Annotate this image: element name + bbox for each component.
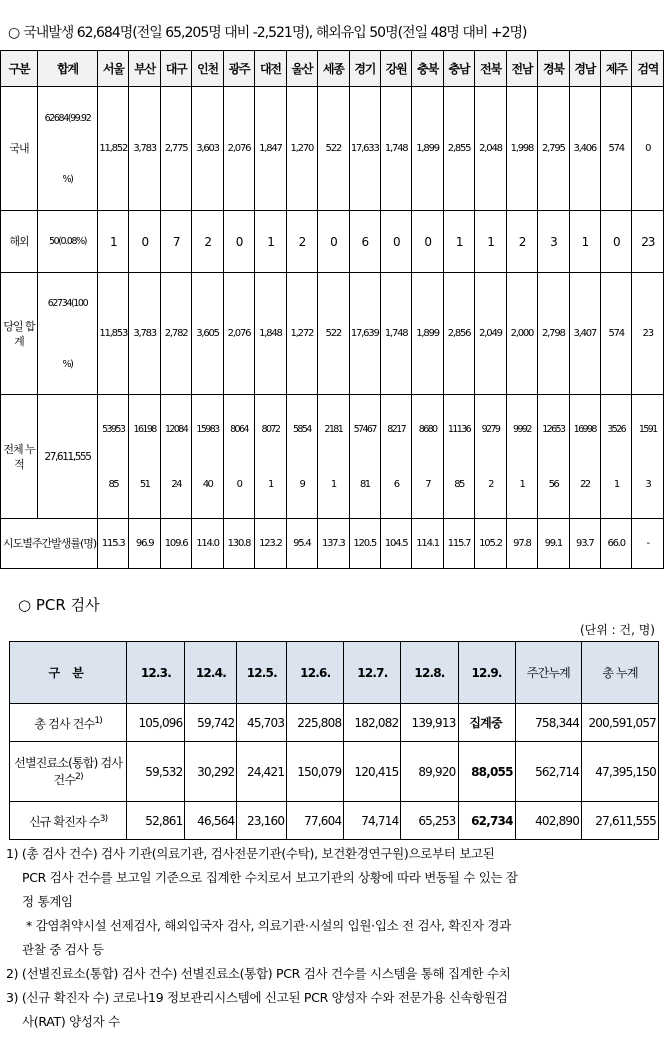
value-cell: 182,082 [344, 704, 401, 742]
note-1-line3: 정 통계임 [22, 894, 73, 909]
value-cell: 2,049 [475, 273, 506, 395]
value-cell: 2,795 [538, 87, 569, 211]
value-cell: 1,998 [506, 87, 537, 211]
table1-header-cell: 대전 [255, 51, 286, 87]
value-cell: 200,591,057 [582, 704, 659, 742]
value-cell: 1,899 [412, 87, 443, 211]
value-cell: 65,253 [401, 802, 458, 840]
value-cell: 99.1 [538, 519, 569, 569]
value-cell: 402,890 [515, 802, 581, 840]
value-cell: 109.6 [160, 519, 191, 569]
footnote-marker: 2) [75, 772, 83, 782]
value-cell: 1,899 [412, 273, 443, 395]
value-cell: 105,096 [127, 704, 185, 742]
value-cell: 130.8 [223, 519, 254, 569]
value-cell [160, 395, 191, 519]
row-label-text: 선별진료소(통합) 검사 건수 [14, 756, 123, 787]
value-cell [286, 395, 317, 519]
value-cell: 2,856 [443, 273, 474, 395]
value-cell: 0 [318, 211, 349, 273]
value-cell: 2,798 [538, 273, 569, 395]
note-1-line1: 1) (총 검사 건수) 검사 기관(의료기관, 검사전문기관(수탁), 보건환경연구원)으로부터 보고된 [6, 846, 495, 861]
table1-header-cell: 대구 [160, 51, 191, 87]
value-cell: 1 [475, 211, 506, 273]
value-cell: 30,292 [185, 742, 237, 802]
cumulative-bottom: 1 [519, 478, 525, 490]
value-cell: 2,048 [475, 87, 506, 211]
note-3-line1: 3) (신규 확진자 수) 코로나19 정보관리시스템에 신고된 PCR 양성자 수와 전문가용 신속항원검 [6, 990, 508, 1005]
value-cell: 66.0 [601, 519, 632, 569]
value-cell [475, 395, 506, 519]
value-cell: 96.9 [129, 519, 160, 569]
value-cell [632, 395, 664, 519]
value-cell: 89,920 [401, 742, 458, 802]
cumulative-bottom: 2 [488, 478, 493, 490]
table1-header-cell: 전남 [506, 51, 537, 87]
cumulative-top: 57467 [353, 423, 376, 435]
value-cell: 2 [286, 211, 317, 273]
value-cell: 574 [601, 273, 632, 395]
table2-header-cell: 12.6. [287, 642, 344, 704]
value-cell [223, 395, 254, 519]
table1-header-cell: 전북 [475, 51, 506, 87]
total-top: 62734(100 [47, 297, 88, 309]
value-cell: 1 [569, 211, 600, 273]
value-cell: 23 [632, 273, 664, 395]
cumulative-top: 2181 [324, 423, 343, 435]
table1-row-daytotal [1, 273, 664, 395]
table1-header-cell: 부산 [129, 51, 160, 87]
value-cell: 225,808 [287, 704, 344, 742]
cumulative-bottom: 51 [139, 478, 150, 490]
value-cell: 7 [160, 211, 191, 273]
circle-bullet-icon: ○ [8, 25, 20, 41]
table2-header-cell: 총 누계 [582, 642, 659, 704]
unit-label: (단위 : 건, 명) [579, 623, 655, 637]
table2-header-cell: 12.7. [344, 642, 401, 704]
value-cell: 139,913 [401, 704, 458, 742]
value-cell: 0 [601, 211, 632, 273]
value-cell: 1 [255, 211, 286, 273]
value-cell: 1,748 [380, 87, 411, 211]
row-label: 시도별주간발생률(명) [1, 519, 98, 569]
value-cell: 0 [632, 87, 664, 211]
cumulative-top: 1591 [638, 423, 657, 435]
value-cell [538, 395, 569, 519]
row-label [10, 742, 127, 802]
value-cell: 0 [412, 211, 443, 273]
table1-header-cell: 서울 [98, 51, 129, 87]
note-1-line2: PCR 검사 건수를 보고일 기준으로 집계한 수치로서 보고기관의 상황에 따라 변동될 수 있는 잠 [22, 870, 518, 885]
value-cell: 3,605 [192, 273, 223, 395]
cumulative-bottom: 1 [330, 478, 336, 490]
value-cell: 집계중 [458, 704, 515, 742]
table1-header-cell: 구분 [1, 51, 38, 87]
value-cell: 93.7 [569, 519, 600, 569]
value-cell: 3 [538, 211, 569, 273]
table2-row [10, 704, 659, 742]
pcr-test-table [9, 641, 659, 840]
value-cell [569, 395, 600, 519]
value-cell: 0 [129, 211, 160, 273]
row-label: 전체 누적 [1, 395, 38, 519]
value-cell [98, 395, 129, 519]
note-2: 2) (선별진료소(통합) 검사 건수) 선별진료소(통합) PCR 검사 건수를 시스템을 통해 집계한 수치 [6, 966, 511, 981]
value-cell: 6 [349, 211, 380, 273]
value-cell [349, 395, 380, 519]
value-cell: 62,734 [458, 802, 515, 840]
row-label [10, 802, 127, 840]
value-cell: 758,344 [515, 704, 581, 742]
value-cell [255, 395, 286, 519]
value-cell: 1,270 [286, 87, 317, 211]
value-cell [506, 395, 537, 519]
value-cell: 77,604 [287, 802, 344, 840]
table1-header-row [1, 51, 664, 87]
value-cell: 115.7 [443, 519, 474, 569]
value-cell: 2,782 [160, 273, 191, 395]
value-cell: 1,848 [255, 273, 286, 395]
table1-header-cell: 제주 [601, 51, 632, 87]
value-cell: 52,861 [127, 802, 185, 840]
value-cell: 114.0 [192, 519, 223, 569]
cumulative-bottom: 0 [236, 478, 242, 490]
table1-header-cell: 울산 [286, 51, 317, 87]
table2-header-cell: 12.9. [458, 642, 515, 704]
value-cell: 3,407 [569, 273, 600, 395]
cumulative-top: 8217 [387, 423, 406, 435]
table1-row-overseas [1, 211, 664, 273]
section2-heading [18, 594, 100, 615]
value-cell: 1 [98, 211, 129, 273]
cumulative-bottom: 85 [454, 478, 464, 490]
table1-header-cell: 합계 [38, 51, 98, 87]
value-cell: 1,748 [380, 273, 411, 395]
row-label-text: 신규 확진자 수 [28, 815, 100, 829]
footnote-marker: 1) [94, 716, 102, 726]
table1-header-cell: 경기 [349, 51, 380, 87]
value-cell: 27,611,555 [582, 802, 659, 840]
table1-header-cell: 경북 [538, 51, 569, 87]
section2-title: PCR 검사 [35, 596, 100, 614]
value-cell: 3,783 [129, 273, 160, 395]
value-cell: 3,603 [192, 87, 223, 211]
value-cell: 2,855 [443, 87, 474, 211]
cumulative-top: 12653 [542, 423, 565, 435]
value-cell: 11,852 [98, 87, 129, 211]
value-cell: 47,395,150 [582, 742, 659, 802]
cumulative-top: 8064 [230, 423, 248, 435]
cumulative-bottom: 22 [580, 478, 590, 490]
value-cell [412, 395, 443, 519]
value-cell: 1 [443, 211, 474, 273]
value-cell: 114.1 [412, 519, 443, 569]
row-label: 해외 [1, 211, 38, 273]
value-cell: 59,742 [185, 704, 237, 742]
value-cell: 2 [192, 211, 223, 273]
value-cell: 123.2 [255, 519, 286, 569]
table1-header-cell: 검역 [632, 51, 664, 87]
cumulative-bottom: 9 [299, 478, 305, 490]
cumulative-top: 15983 [196, 423, 219, 435]
row-label: 당일 합계 [1, 273, 38, 395]
table1-header-cell: 인천 [192, 51, 223, 87]
cumulative-top: 11136 [447, 423, 471, 435]
value-cell: 17,639 [349, 273, 380, 395]
value-cell [380, 395, 411, 519]
cumulative-bottom: 85 [108, 478, 118, 490]
cumulative-top: 8680 [418, 423, 437, 435]
section1-title: 국내발생 62,684명(전일 65,205명 대비 -2,521명), 해외유입 50명(전일 48명 대비 +2명) [23, 25, 527, 41]
table1-header-cell: 충남 [443, 51, 474, 87]
table2-header-cell: 12.3. [127, 642, 185, 704]
cumulative-top: 12084 [164, 423, 188, 435]
cumulative-bottom: 81 [359, 478, 370, 490]
row-label: 국내 [1, 87, 38, 211]
value-cell: 1,272 [286, 273, 317, 395]
table2-header-cell: 구 분 [10, 642, 127, 704]
cumulative-bottom: 1 [268, 478, 273, 490]
value-cell: 2,076 [223, 273, 254, 395]
table2-header-cell: 12.5. [237, 642, 287, 704]
table1-header-cell: 강원 [380, 51, 411, 87]
footnote-marker: 3) [99, 814, 108, 824]
footnotes [6, 842, 658, 1034]
table1-row-domestic [1, 87, 664, 211]
row-label [10, 704, 127, 742]
total-bottom: %) [62, 358, 73, 370]
table1-row-cumulative [1, 395, 664, 519]
total-cell: 27,611,555 [38, 395, 98, 519]
note-star-line2: 관찰 중 검사 등 [22, 942, 104, 957]
value-cell: 23 [632, 211, 664, 273]
table2-header-row [10, 642, 659, 704]
cumulative-top: 9992 [513, 423, 531, 435]
value-cell [601, 395, 632, 519]
value-cell [443, 395, 474, 519]
value-cell: 574 [601, 87, 632, 211]
table2-header-cell: 주간누계 [515, 642, 581, 704]
value-cell: 17,633 [349, 87, 380, 211]
circle-bullet-icon: ○ [18, 596, 32, 614]
cumulative-bottom: 7 [425, 478, 430, 490]
value-cell: 3,783 [129, 87, 160, 211]
table2-header-cell: 12.8. [401, 642, 458, 704]
value-cell: 150,079 [287, 742, 344, 802]
table1-header-cell: 경남 [569, 51, 600, 87]
value-cell: 522 [318, 273, 349, 395]
value-cell: 115.3 [98, 519, 129, 569]
value-cell: 105.2 [475, 519, 506, 569]
value-cell: 0 [223, 211, 254, 273]
value-cell: 3,406 [569, 87, 600, 211]
value-cell: 2,076 [223, 87, 254, 211]
total-cell: 50(0.08%) [38, 211, 98, 273]
row-label-text: 총 검사 건수 [34, 717, 95, 731]
cumulative-top: 8072 [261, 423, 280, 435]
value-cell: 45,703 [237, 704, 287, 742]
value-cell: 522 [318, 87, 349, 211]
total-cell [38, 273, 98, 395]
value-cell: 24,421 [237, 742, 287, 802]
value-cell: 2 [506, 211, 537, 273]
cumulative-bottom: 56 [548, 478, 559, 490]
table1-header-cell: 광주 [223, 51, 254, 87]
value-cell: 120,415 [344, 742, 401, 802]
value-cell [192, 395, 223, 519]
table1-header-cell: 충북 [412, 51, 443, 87]
value-cell [318, 395, 349, 519]
cumulative-top: 5854 [292, 423, 311, 435]
value-cell: 88,055 [458, 742, 515, 802]
cumulative-top: 9279 [481, 423, 500, 435]
table2-header-cell: 12.4. [185, 642, 237, 704]
cumulative-bottom: 24 [171, 478, 181, 490]
value-cell [129, 395, 160, 519]
value-cell: 23,160 [237, 802, 287, 840]
value-cell: 137.3 [318, 519, 349, 569]
value-cell: 2,000 [506, 273, 537, 395]
value-cell: 46,564 [185, 802, 237, 840]
value-cell: 97.8 [506, 519, 537, 569]
value-cell: 59,532 [127, 742, 185, 802]
value-cell: 2,775 [160, 87, 191, 211]
total-top: 62684(99.92 [44, 112, 91, 124]
table1-header-cell: 세종 [318, 51, 349, 87]
cumulative-top: 16198 [133, 423, 156, 435]
value-cell: 120.5 [349, 519, 380, 569]
cumulative-bottom: 3 [645, 478, 651, 490]
value-cell: - [632, 519, 664, 569]
value-cell: 0 [380, 211, 411, 273]
value-cell: 95.4 [286, 519, 317, 569]
note-star-line1: * 감염취약시설 선제검사, 해외입국자 검사, 의료기관·시설의 입원·입소 전 검사, 확진자 경과 [26, 918, 511, 933]
value-cell: 104.5 [380, 519, 411, 569]
table1-row-weekly [1, 519, 664, 569]
value-cell: 11,853 [98, 273, 129, 395]
note-3-line2: 사(RAT) 양성자 수 [22, 1014, 120, 1029]
table2-row [10, 802, 659, 840]
cumulative-top: 3526 [607, 423, 626, 435]
table2-row [10, 742, 659, 802]
value-cell: 74,714 [344, 802, 401, 840]
cumulative-bottom: 6 [393, 478, 399, 490]
cumulative-bottom: 40 [202, 478, 213, 490]
value-cell: 1,847 [255, 87, 286, 211]
section1-heading [8, 22, 658, 42]
cumulative-top: 16998 [573, 423, 596, 435]
cumulative-top: 53953 [102, 423, 125, 435]
cumulative-bottom: 1 [613, 478, 619, 490]
value-cell: 562,714 [515, 742, 581, 802]
total-bottom: %) [62, 173, 73, 185]
regional-cases-table [0, 50, 664, 569]
total-cell [38, 87, 98, 211]
